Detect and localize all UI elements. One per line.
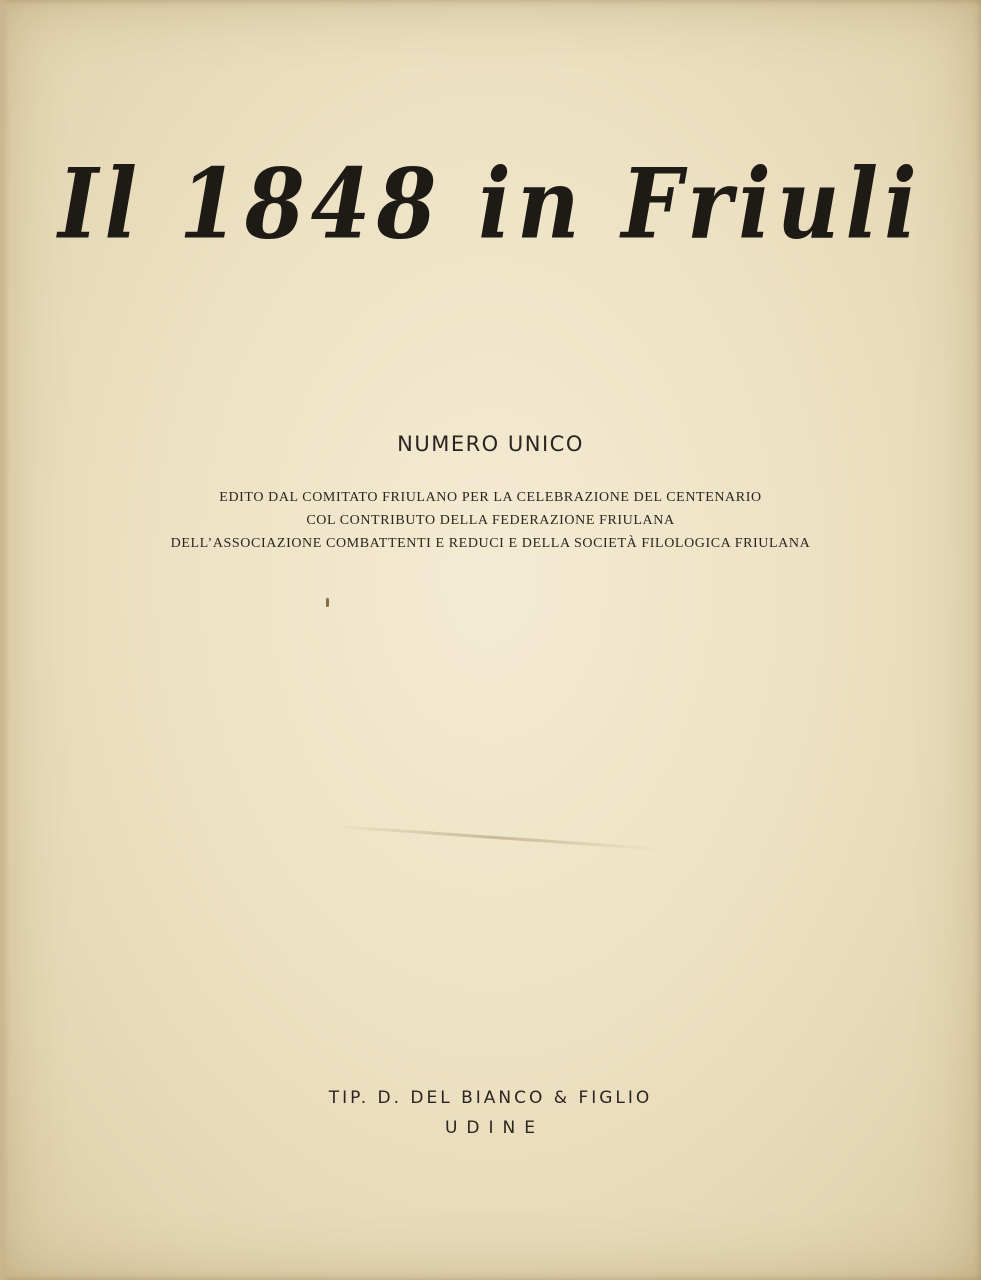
paper-crease [330,824,659,850]
imprint [0,1083,981,1143]
publisher-line-3: DELL’ASSOCIAZIONE COMBATTENTI E REDUCI E DELLA SOCIETÀ FILOLOGICA FRIULANA [170,536,811,551]
paper-stain [326,598,329,607]
publisher-line-2: COL CONTRIBUTO DELLA FEDERAZIONE FRIULANA [306,513,675,528]
printer-city: UDINE [444,1118,544,1138]
printer-name: TIP. D. DEL BIANCO & FIGLIO [328,1088,653,1108]
cover-subtitle: NUMERO UNICO [397,432,584,456]
publisher-line-1: EDITO DAL COMITATO FRIULANO PER LA CELEBRAZIONE DEL CENTENARIO [219,490,762,505]
cover-title: Il 1848 in Friuli [58,148,923,262]
publisher-statement [0,486,981,555]
